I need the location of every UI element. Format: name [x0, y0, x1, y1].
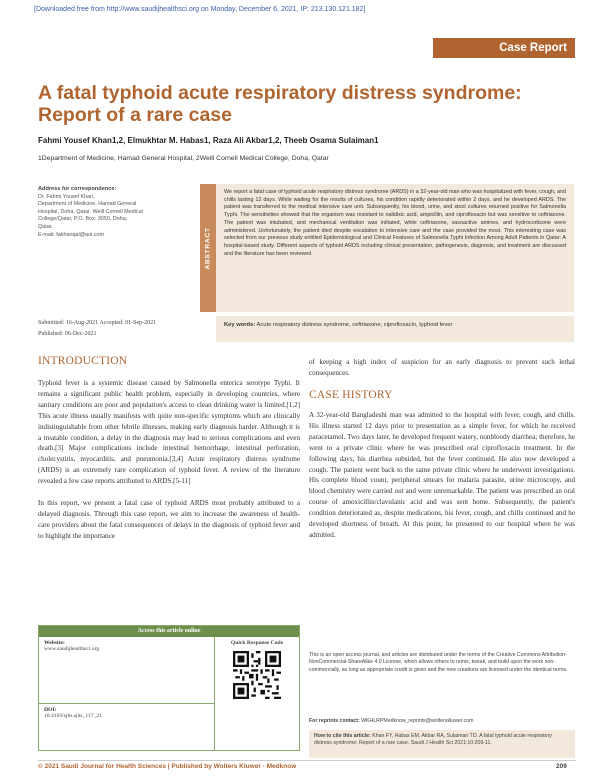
reprints-contact	[309, 718, 473, 724]
keywords-box	[216, 316, 574, 342]
reprints-email[interactable]: WKHLRPMedknow_reprints@wolterskluwer.com	[361, 718, 474, 724]
article-dates	[38, 318, 156, 340]
doi-row	[39, 704, 214, 722]
introduction-body	[38, 378, 300, 542]
website-row	[39, 637, 214, 655]
introduction-heading: INTRODUCTION	[38, 355, 128, 367]
qr-code-icon[interactable]	[233, 651, 281, 699]
download-note: [Downloaded free from http://www.saudijhealthsci.org on Monday, December 6, 2021, IP: 213.130.121.182]	[34, 6, 366, 13]
article-type-banner: Case Report	[433, 38, 575, 58]
qr-panel	[215, 637, 299, 750]
correspondence-line: Dr. Fahmi Yousef Khan,	[38, 193, 95, 200]
correspondence-heading: Address for correspondence:	[38, 186, 117, 192]
case-history-paragraph: A 32-year-old Bangladeshi man was admitted to the hospital with fever, cough, and chills. His illness started 12 days prior to presentation as a simple fever, for which he received paracetamol. Two days later, he developed frequent watery, nonbloody diarrhea; therefore, he went to a private clinic where he was prescribed oral ciprofloxacin treatment. In the following days, his diarrhea subsided, but the fever continued. He also now developed a cough. The patient went back to the same private clinic where he underwent investigations. His complete blood count, peripheral smears for malaria parasite, urine microscopy, and blood chemistry were carried out and were unremarkable. The patient was prescribed an oral course of amoxicillin/clavulanic acid and was sent home. Subsequently, the patient's condition deteriorated as, despite medications, his fever, cough, and chills continued and he developed shortness of breath. At this point, he presented to our hospital where he was admitted.	[309, 411, 575, 539]
introduction-paragraph-2: In this report, we present a fatal case of typhoid ARDS most probably attributed to a delayed diagnosis. Through this case report, we aim to increase the awareness of health-care providers about the fatal consequences of delays in the diagnosis of typhoid fever and to highlight the importance	[38, 498, 300, 540]
footer-copyright: © 2021 Saudi Journal for Health Sciences | Published by Wolters Kluwer - Medknow	[38, 763, 297, 770]
correspondence-email[interactable]: E-mail: fakhanqal@aol.com	[38, 231, 104, 238]
qr-label: Quick Response Code	[230, 640, 284, 646]
reprints-label: For reprints contact:	[309, 718, 360, 724]
citation-text: Khan FY, Habas EM, Akbar RA, Sulaiman TO. A fatal typhoid acute respiratory distress syndrome: Report of a rare case. Saudi J Health Sci 2021;10:209-11.	[314, 733, 552, 747]
access-heading: Access this article online	[39, 626, 299, 637]
article-title: A fatal typhoid acute respiratory distress syndrome: Report of a rare case	[38, 82, 522, 126]
correspondence-line: Hospital, Doha, Qatar. Weill Cornell Medical	[38, 208, 143, 215]
submitted-date: Submitted: 16-Aug-2021	[38, 320, 99, 326]
doi-label: DOI:	[44, 707, 57, 713]
license-notice: This is an open access journal, and articles are distributed under the terms of the Creative Commons Attribution-NonCommercial-ShareAlike 4.0 License, which allows others to remix, tweak, and build upon the work non-commercially, as long as appropriate credit is given and the new creations are licensed under the identical terms.	[309, 652, 568, 673]
keywords-label: Key words:	[224, 322, 256, 328]
doi-link[interactable]: 10.4103/sjhs.sjhs_117_21	[44, 713, 102, 719]
abstract-label-text: ABSTRACT	[204, 226, 212, 270]
access-info	[39, 637, 215, 750]
accepted-date: Accepted: 01-Sep-2021	[99, 320, 157, 326]
author-list: Fahmi Yousef Khan1,2, Elmukhtar M. Habas1, Raza Ali Akbar1,2, Theeb Osama Sulaiman1	[38, 136, 379, 145]
introduction-continued-text: of keeping a high index of suspicion for an early diagnosis to prevent such lethal consequences.	[309, 358, 575, 377]
introduction-paragraph-1: Typhoid fever is a systemic disease caused by Salmonella enterica serotype Typhi. It remains a significant public health problem, especially in developing countries, where sanitary conditions are poor and population's access to clean drinking water is limited.[1,2] This acute illness usually manifests with quite non-specific symptoms which are clinically indistinguishable from other febrile illnesses, making early diagnosis harder. Although it is a treatable condition, a delay in the diagnosis may lead to serious complications and even death.[3] Major complications include intestinal hemorrhage, intestinal perforation, cholecystitis, myocarditis, and pneumonia.[3,4] Acute respiratory distress syndrome (ARDS) is an extremely rare complication of typhoid fever. A review of the literature revealed a few case reports attributed to ARDS.[5-11]	[38, 379, 300, 486]
affiliations: 1Department of Medicine, Hamad General Hospital, 2Weill Cornell Medical College, Doha, Qatar	[38, 155, 329, 162]
correspondence-line: Department of Medicine, Hamad General	[38, 201, 137, 208]
correspondence-line: College/Qatar, P.O. Box: 3050, Doha,	[38, 216, 128, 223]
website-link[interactable]: www.saudijhealthsci.org	[44, 646, 100, 652]
case-history-body	[309, 410, 575, 541]
footer-divider	[38, 760, 576, 761]
citation-box	[309, 730, 575, 758]
keywords-text: Acute respiratory distress syndrome, ceftriaxone, ciprofloxacin, typhoid fever	[256, 322, 453, 328]
website-label: Website:	[44, 640, 65, 646]
abstract-text: We report a fatal case of typhoid acute respiratory distress syndrome (ARDS) in a 32-year-old man who was hospitalized with fever, cough, and chills lasting 12 days. While waiting for the results of cultures, his condition rapidly deteriorated within 2 days, and he developed ARDS. The patient was transferred to the medical intensive care unit. Subsequently, his blood, urine, and stool cultures returned positive for Salmonella Typhi. The sensitivities showed that the organism was resistant to nalidixic acid, ampicillin, and ciprofloxacin but was sensitive to ceftriaxone. The patient was intubated, and mechanical ventilation was initiated, while ceftriaxone, vasoactive amines, and hydrocortisone were administered. Unfortunately, the patient died despite escalation to intensive care and the case provided the most. This interesting case was selected from our previous study entitled Epidemiological and Clinical Features of Salmonella Typhi Infection Among Adult Patients in Qatar: A hospital-based study. Different aspects of typhoid ARDS including clinical presentation, pathogenesis, diagnosis, and treatment are discussed and the literature has been reviewed.	[216, 184, 574, 312]
abstract-label	[200, 184, 216, 312]
case-history-heading: CASE HISTORY	[309, 389, 393, 401]
correspondence-block	[38, 186, 190, 239]
access-article-box	[38, 625, 300, 751]
page-number: 209	[556, 763, 567, 770]
citation-label: How to cite this article:	[314, 733, 371, 739]
correspondence-line: Qatar.	[38, 223, 53, 230]
published-date: Published: 06-Dec-2021	[38, 331, 97, 337]
introduction-continued	[309, 357, 575, 379]
